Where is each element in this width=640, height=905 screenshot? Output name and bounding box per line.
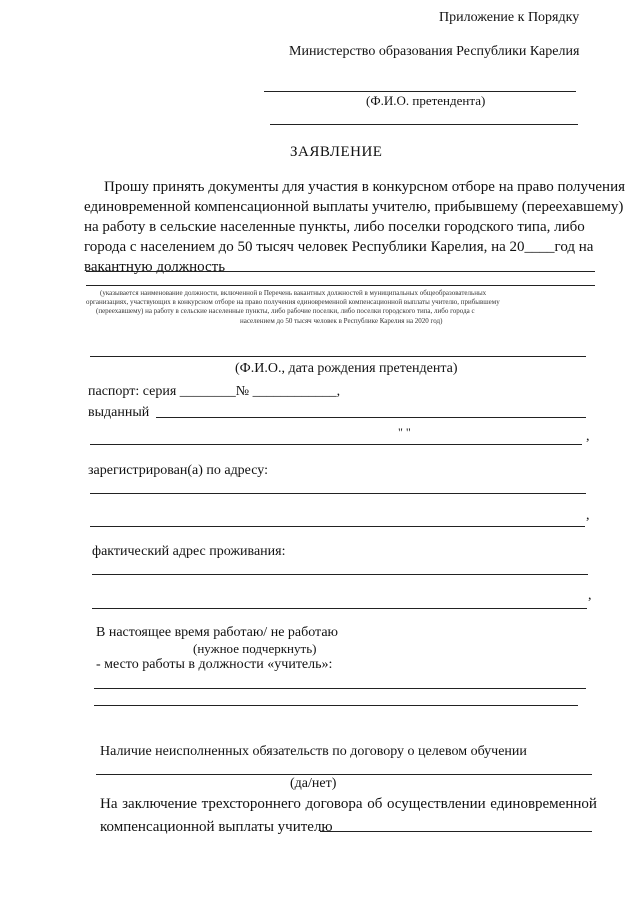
work-position-label: - место работы в должности «учитель»: xyxy=(96,657,333,672)
registered-address-line-2[interactable] xyxy=(90,526,585,527)
note-line: организациях, участвующих в конкурсном отборе на право получения единовременной компенсационной выплаты учителю, прибывшему xyxy=(86,298,500,306)
passport-series-label: паспорт: серия ________№ ____________, xyxy=(88,384,341,399)
passport-issued-label: выданный xyxy=(88,405,150,420)
intro-line: города с населением до 50 тысяч человек Республики Карелия, на 20____год на xyxy=(84,239,594,255)
applicant-caption: (Ф.И.О. претендента) xyxy=(366,93,486,108)
applicant-dob-line[interactable] xyxy=(90,356,586,357)
agreement-word: осуществлении xyxy=(386,796,486,812)
applicant-name-line-2[interactable] xyxy=(270,124,578,125)
obligations-caption: (да/нет) xyxy=(290,776,337,791)
agreement-word: трехстороннего xyxy=(201,796,301,812)
addressee: Министерство образования Республики Карелия xyxy=(289,44,580,59)
appendix-note: Приложение к Порядку xyxy=(439,10,580,25)
agreement-line-1 xyxy=(100,797,597,812)
agreement-word: единовременной xyxy=(490,796,597,812)
passport-issued-line-2[interactable] xyxy=(90,444,582,445)
applicant-dob-caption: (Ф.И.О., дата рождения претендента) xyxy=(235,361,458,376)
registered-address-label: зарегистрирован(а) по адресу: xyxy=(88,463,268,478)
vacancy-line-1[interactable] xyxy=(86,271,595,272)
intro-paragraph xyxy=(84,177,626,277)
work-position-line-2[interactable] xyxy=(94,705,578,706)
agreement-line-2: компенсационной выплаты учителю xyxy=(100,819,333,835)
comma-mark: , xyxy=(586,429,590,444)
note-line: населением до 50 тысяч человек в Республике Карелия на 2020 год) xyxy=(240,317,443,325)
intro-line: единовременной компенсационной выплаты учителю, прибывшему (переехавшему) xyxy=(84,199,624,215)
page-title: ЗАЯВЛЕНИЕ xyxy=(290,144,383,160)
work-status-hint: (нужное подчеркнуть) xyxy=(193,641,317,656)
agreement-answer-line[interactable] xyxy=(320,831,592,832)
actual-address-line-2[interactable] xyxy=(92,608,587,609)
work-position-line-1[interactable] xyxy=(94,688,586,689)
note-line: (указывается наименование должности, включенной в Перечень вакантных должностей в муниципальных общеобразовательных xyxy=(100,289,487,297)
vacancy-line-2[interactable] xyxy=(86,285,595,286)
agreement-word: договора xyxy=(305,796,363,812)
actual-address-label: фактический адрес проживания: xyxy=(92,544,286,559)
passport-issued-line[interactable] xyxy=(156,417,586,418)
work-status-text: В настоящее время работаю/ не работаю xyxy=(96,625,339,640)
passport-date-marks: " " xyxy=(398,425,411,439)
note-line: (переехавшему) на работу в сельские населенные пункты, либо рабочие поселки, либо поселки городского типа, либо города с xyxy=(96,307,475,315)
actual-address-line-1[interactable] xyxy=(92,574,588,575)
comma-mark: , xyxy=(586,508,590,523)
intro-line: на работу в сельские населенные пункты, либо поселки городского типа, либо xyxy=(84,219,585,235)
agreement-word: заключение xyxy=(122,796,198,812)
obligations-answer-line[interactable] xyxy=(96,774,592,775)
obligations-text: Наличие неисполненных обязательств по договору о целевом обучении xyxy=(100,744,527,759)
applicant-name-line[interactable] xyxy=(264,91,576,92)
agreement-word: об xyxy=(367,796,383,812)
comma-mark: , xyxy=(588,588,592,603)
registered-address-line-1[interactable] xyxy=(90,493,586,494)
intro-line: Прошу принять документы для участия в конкурсном отборе на право получения xyxy=(104,179,626,195)
intro-line: вакантную должность xyxy=(84,259,226,275)
agreement-word: На xyxy=(100,796,118,812)
